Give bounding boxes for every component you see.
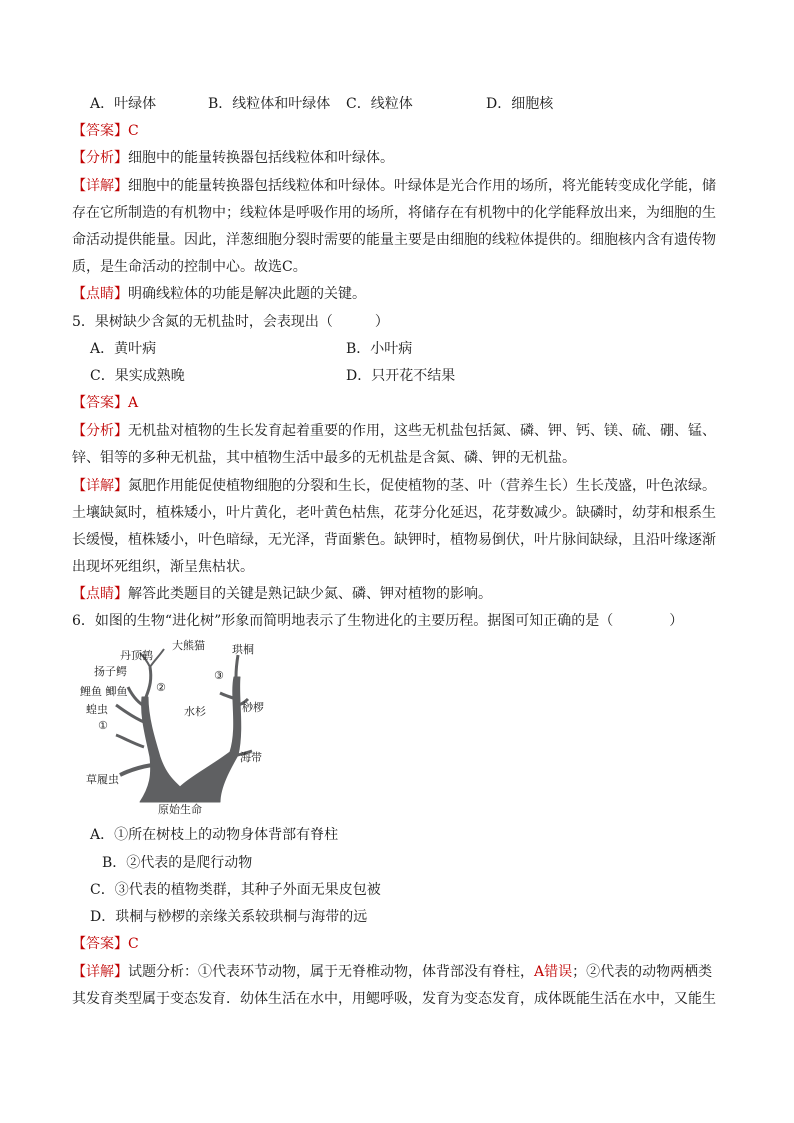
analysis-text: 无机盐对植物的生长发育起着重要的作用，这些无机盐包括氮、磷、钾、钙、镁、硫、硼、锰、: [128, 423, 716, 439]
comment-tag: 【点睛】: [72, 286, 128, 302]
label-dove-tree: 珙桐: [232, 643, 254, 656]
q4-detail-line-1: [72, 176, 724, 196]
q5-answer: [72, 393, 724, 413]
q5-option-a: A．黄叶病: [90, 341, 157, 357]
q5-detail-line-2: 土壤缺氮时，植株矮小，叶片黄化，老叶黄色枯焦，花芽分化延迟，花芽数减少。缺磷时，幼芽和根系生: [72, 505, 716, 521]
label-alligator: 扬子鳄: [94, 665, 127, 678]
detail-tag: 【详解】: [72, 178, 128, 194]
tree-trunk: [116, 649, 252, 802]
q4-comment: [72, 284, 724, 304]
q5-option-d: D．只开花不结果: [346, 368, 456, 384]
q4-detail-line-2: 存在它所制造的有机物中；线粒体是呼吸作用的场所，将储存在有机物中的化学能释放出来，为细胞的生: [72, 205, 716, 221]
comment-text: 解答此类题目的关键是熟记缺少氮、磷、钾对植物的影响。: [128, 586, 492, 602]
label-spinulosa: 桫椤: [242, 701, 264, 714]
q6-option-b: B．②代表的是爬行动物: [102, 855, 253, 871]
q4-detail-line-3: 命活动提供能量。因此，洋葱细胞分裂时需要的能量主要是由细胞的线粒体提供的。细胞核内含有遗传物: [72, 232, 716, 248]
comment-tag: 【点睛】: [72, 586, 128, 602]
answer-tag: 【答案】: [72, 123, 128, 139]
q6-option-c: C．③代表的植物类群，其种子外面无果皮包被: [90, 882, 381, 898]
q5-option-b: B．小叶病: [346, 341, 413, 357]
evolution-tree-figure: [80, 637, 280, 817]
label-carp: 鲤鱼 鲫鱼: [80, 685, 128, 698]
answer-value: C: [128, 123, 139, 139]
q5-analysis-line-1: [72, 421, 724, 441]
marker-2: ②: [156, 681, 166, 694]
comment-text: 明确线粒体的功能是解决此题的关键。: [128, 286, 366, 302]
analysis-text: 细胞中的能量转换器包括线粒体和叶绿体。: [128, 150, 394, 166]
detail-tag: 【详解】: [72, 964, 128, 980]
analysis-tag: 【分析】: [72, 150, 128, 166]
q4-option-b: B．线粒体和叶绿体: [208, 96, 331, 112]
detail-mark-a: A错误: [534, 964, 573, 980]
q6-detail-line-1: [72, 962, 724, 982]
q5-comment: [72, 584, 724, 604]
q4-answer: [72, 121, 724, 141]
label-paramecium: 草履虫: [86, 773, 119, 786]
label-origin: 原始生命: [158, 803, 202, 816]
detail-tag: 【详解】: [72, 478, 128, 494]
q5-detail-line-1: [72, 476, 724, 496]
label-panda: 大熊猫: [172, 639, 205, 652]
label-locust: 蝗虫: [86, 703, 108, 716]
detail-text: 细胞中的能量转换器包括线粒体和叶绿体。叶绿体是光合作用的场所，将光能转变成化学能，储: [128, 178, 716, 194]
detail-text-a: 试题分析：①代表环节动物，属于无脊椎动物，体背部没有脊柱，: [128, 964, 534, 980]
q4-analysis: [72, 148, 724, 168]
answer-tag: 【答案】: [72, 395, 128, 411]
analysis-tag: 【分析】: [72, 423, 128, 439]
answer-tag: 【答案】: [72, 936, 128, 952]
marker-1: ①: [98, 719, 108, 732]
q6-answer: [72, 934, 724, 954]
q5-detail-line-3: 长缓慢，植株矮小，叶色暗绿，无光泽，背面紫色。缺钾时，植物易倒伏，叶片脉间缺绿，且沿叶缘逐渐: [72, 532, 716, 548]
detail-text-b: ；②代表的动物两栖类: [572, 964, 713, 980]
q6-detail-line-2: 其发育类型属于变态发育．幼体生活在水中，用鳃呼吸，发育为变态发育，成体既能生活在水中，又能生: [72, 991, 716, 1007]
q5-detail-line-4: 出现坏死组织，渐呈焦枯状。: [72, 559, 254, 575]
q4-option-d: D．细胞核: [486, 96, 554, 112]
q4-option-c: C．线粒体: [346, 96, 413, 112]
q5-option-c: C．果实成熟晚: [90, 368, 185, 384]
answer-value: C: [128, 936, 139, 952]
q6-option-d: D．珙桐与桫椤的亲缘关系较珙桐与海带的远: [90, 909, 368, 925]
label-crane: 丹顶鹤: [120, 649, 153, 662]
marker-3: ③: [214, 669, 224, 682]
label-kelp: 海带: [240, 751, 262, 764]
q4-option-a: A．叶绿体: [90, 96, 157, 112]
label-metasequoia: 水杉: [184, 705, 206, 718]
detail-text: 氮肥作用能促使植物细胞的分裂和生长，促使植物的茎、叶（营养生长）生长茂盛，叶色浓绿。: [128, 478, 716, 494]
q6-option-a: A．①所在树枝上的动物身体背部有脊柱: [90, 827, 339, 843]
q6-stem: 6．如图的生物“进化树”形象而简明地表示了生物进化的主要历程。据图可知正确的是（ ）: [72, 613, 684, 629]
q5-analysis-line-2: 锌、钼等的多种无机盐，其中植物生活中最多的无机盐是含氮、磷、钾的无机盐。: [72, 450, 576, 466]
q5-stem: 5．果树缺少含氮的无机盐时，会表现出（ ）: [72, 314, 389, 330]
answer-value: A: [128, 395, 139, 411]
q4-detail-line-4: 质，是生命活动的控制中心。故选C。: [72, 259, 307, 275]
